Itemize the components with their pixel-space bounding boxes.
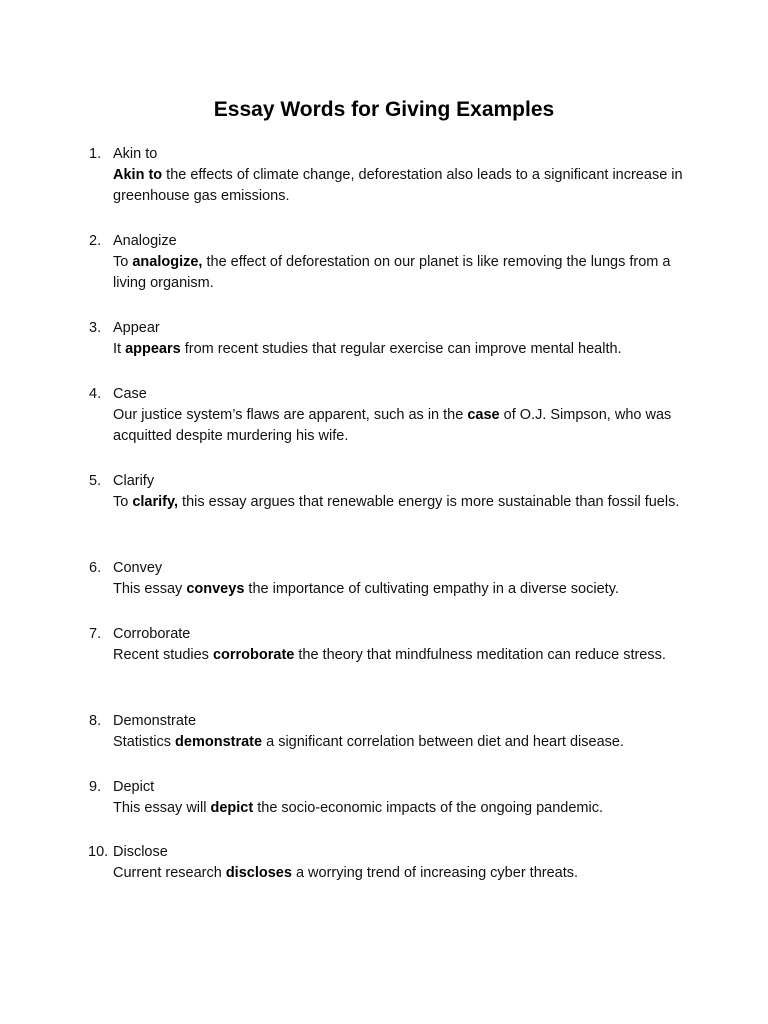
example-sentence: Akin to the effects of climate change, deforestation also leads to a significant increase in greenhouse gas emissions. (113, 167, 683, 204)
highlighted-word: conveys (186, 581, 245, 597)
highlighted-word: analogize, (132, 254, 203, 270)
example-sentence: To analogize, the effect of deforestation on our planet is like removing the lungs from a living organism. (113, 254, 671, 291)
example-sentence: To clarify, this essay argues that renewable energy is more sustainable than fossil fuels. (113, 494, 680, 510)
example-sentence: This essay conveys the importance of cultivating empathy in a diverse society. (113, 581, 619, 597)
item-word: Demonstrate (113, 713, 197, 729)
highlighted-word: discloses (225, 865, 292, 881)
item-number: 2. (89, 233, 102, 249)
item-number: 10. (88, 844, 109, 860)
highlighted-word: appears (125, 341, 181, 357)
item-number: 1. (89, 146, 102, 162)
example-sentence: This essay will depict the socio-economic impacts of the ongoing pandemic. (113, 800, 604, 816)
example-sentence: Statistics demonstrate a significant correlation between diet and heart disease. (113, 734, 624, 750)
item-word: Corroborate (113, 626, 191, 642)
item-word: Depict (113, 779, 155, 795)
page-title: Essay Words for Giving Examples (213, 98, 555, 121)
example-sentence: Current research discloses a worrying trend of increasing cyber threats. (113, 865, 579, 881)
highlighted-word: clarify, (132, 494, 179, 510)
item-word: Convey (113, 560, 163, 576)
highlighted-word: corroborate (212, 647, 295, 663)
highlighted-word: depict (210, 800, 254, 816)
item-number: 7. (89, 626, 102, 642)
item-word: Disclose (113, 844, 168, 860)
item-number: 4. (89, 386, 102, 402)
item-number: 3. (89, 320, 102, 336)
item-number: 9. (89, 779, 102, 795)
item-word: Clarify (113, 473, 155, 489)
item-number: 8. (89, 713, 102, 729)
item-number: 6. (89, 560, 102, 576)
item-word: Akin to (113, 146, 158, 162)
item-number: 5. (89, 473, 102, 489)
highlighted-word: demonstrate (175, 734, 263, 750)
example-sentence: It appears from recent studies that regular exercise can improve mental health. (113, 341, 622, 357)
item-word: Case (113, 386, 147, 402)
item-word: Analogize (113, 233, 177, 249)
highlighted-word: case (467, 407, 500, 423)
example-sentence: Recent studies corroborate the theory that mindfulness meditation can reduce stress. (113, 647, 666, 663)
example-sentence: Our justice system’s flaws are apparent, such as in the case of O.J. Simpson, who was acquitted despite murdering his wife. (113, 407, 672, 444)
item-word: Appear (113, 320, 160, 336)
highlighted-word: Akin to (113, 167, 163, 183)
